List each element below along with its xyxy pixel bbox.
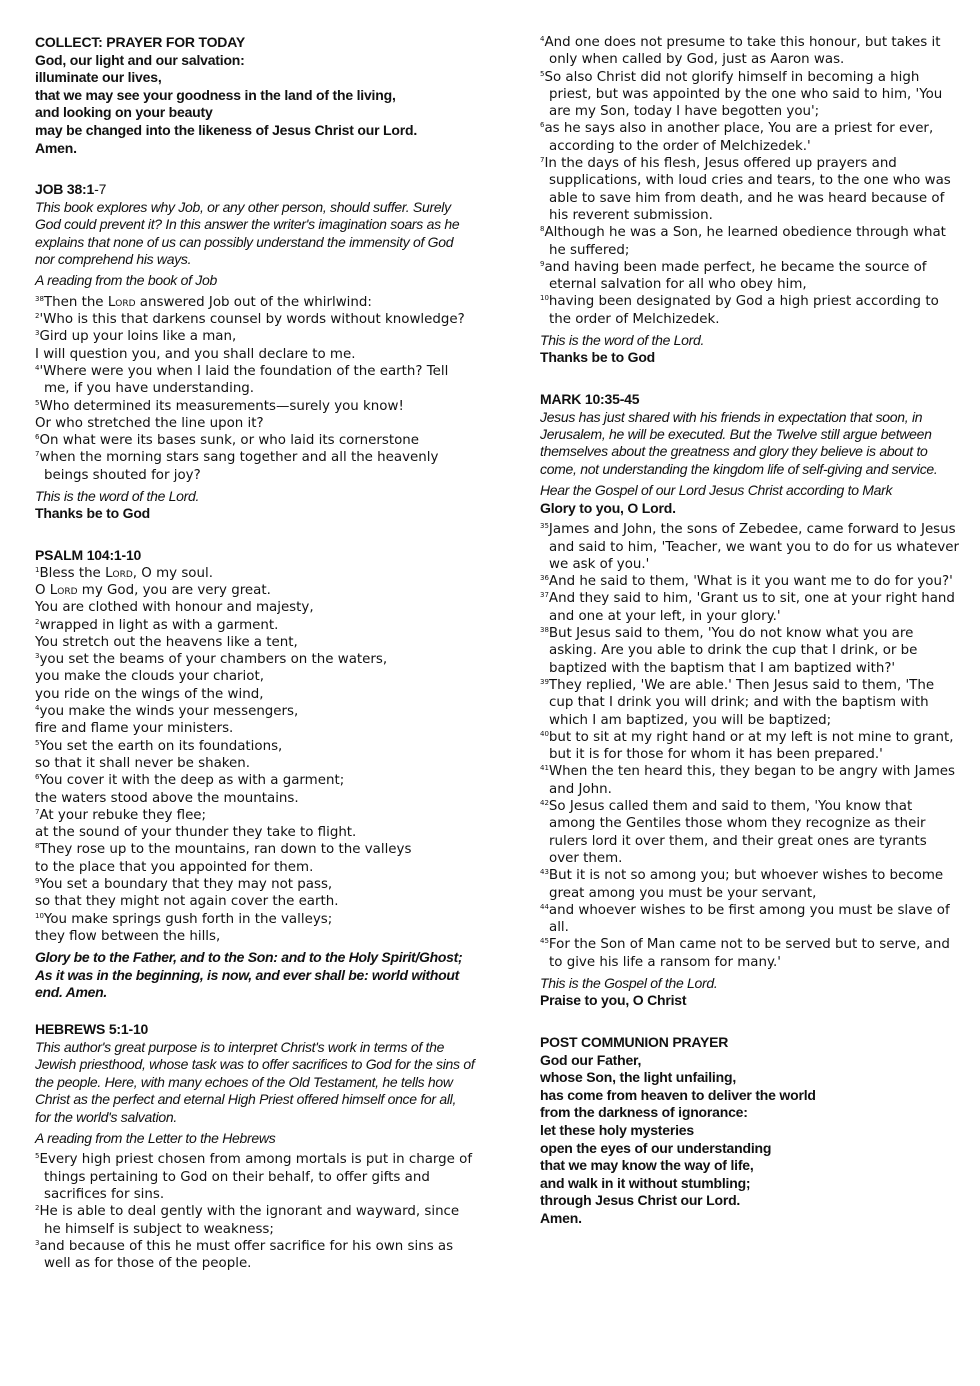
verse: at the sound of your thunder they take to flight. [35, 825, 357, 841]
verse-number: 3 [35, 1238, 40, 1247]
verse: $^{38}$Then the Lord answered Job out of the whirlwind: [35, 294, 372, 310]
verse-number: 3 [35, 652, 40, 661]
verse-number: 39 [540, 677, 549, 686]
verse-number: 9 [35, 876, 40, 885]
verse: $^5$So also Christ did not glorify himself in becoming a high priest, but was appointed by the one who said to him, 'You are my Son, today I have begotten you'; [540, 69, 943, 120]
verse: they flow between the hills, [35, 928, 221, 944]
verse-number: 44 [540, 902, 549, 911]
verse: $^{10}$having been designated by God a high priest according to the order of Melchizedek. [540, 294, 939, 327]
verse: You are clothed with honour and majesty, [35, 600, 314, 616]
verse-number: 5 [35, 738, 40, 747]
job-heading [35, 181, 475, 199]
verse-number: 5 [35, 398, 40, 407]
verse-number: 5 [35, 1152, 40, 1161]
psalm-section [35, 547, 475, 1001]
job-section [35, 181, 475, 523]
psalm-heading: PSALM 104:1-10 [35, 547, 142, 564]
verse-number: 5 [540, 69, 545, 78]
prayer-line: may be changed into the likeness of Jesus Christ our Lord. [35, 121, 418, 138]
verse: $^2$He is able to deal gently with the ignorant and wayward, since he himself is subject to weakness; [35, 1204, 460, 1237]
hebrews-verses [35, 1151, 475, 1272]
verse: $^8$They rose up to the mountains, ran down to the valleys [35, 842, 412, 858]
prayer-line: let these holy mysteries [540, 1121, 694, 1138]
verse: $^3$Gird up your loins like a man, [35, 329, 237, 345]
verse: $^{38}$But Jesus said to them, 'You do not know what you are asking. Are you able to drink the cup that I drink, or be baptized with the baptism that I am baptized with?' [540, 626, 918, 676]
verse: $^4$you make the winds your messengers, [35, 704, 299, 720]
verse-number: 38 [35, 294, 44, 303]
verse: $^5$Every high priest chosen from among mortals is put in charge of things pertaining to God on their behalf, to offer gifts and sacrifices for sins. [35, 1152, 473, 1203]
verse-number: 4 [540, 35, 545, 43]
verse: I will question you, and you shall declare to me. [35, 346, 356, 362]
verse-number: 38 [540, 626, 549, 635]
verse: $^6$as he says also in another place, You are a priest for ever, according to the order of Melchizedek.' [540, 121, 934, 154]
job-response: Thanks be to God [35, 505, 151, 522]
verse: $^5$Who determined its measurements—surely you know! [35, 398, 404, 414]
verse: $^{10}$You make springs gush forth in the valleys; [35, 911, 333, 927]
verse: O Lord my God, you are very great. [35, 582, 271, 598]
verse: $^{41}$When the ten heard this, they began to be angry with James and John. [540, 764, 955, 797]
verse: $^3$you set the beams of your chambers on the waters, [35, 652, 388, 668]
verse-number: 6 [35, 433, 40, 442]
verse-number: 7 [35, 450, 40, 459]
left-column [35, 34, 475, 1273]
verse: $^6$You cover it with the deep as with a garment; [35, 773, 345, 789]
verse: $^2$wrapped in light as with a garment. [35, 617, 279, 633]
verse: $^9$and having been made perfect, he became the source of eternal salvation for all who obey him, [540, 259, 927, 293]
verse-number: 6 [35, 773, 40, 782]
verse-number: 9 [540, 259, 545, 268]
mark-heading: MARK 10:35-45 [540, 391, 640, 408]
job-heading-ref: JOB 38:1 [35, 181, 95, 198]
post-communion-section [540, 1034, 960, 1228]
verse: $^1$Bless the Lord, O my soul. [35, 565, 213, 581]
prayer-line: God our Father, [540, 1051, 642, 1068]
verse: $^{39}$They replied, 'We are able.' Then Jesus said to them, 'The cup that I drink you will drink; and with the baptism with which I am baptized, you will be baptized; [540, 677, 935, 728]
verse-number: 43 [540, 868, 549, 877]
verse: $^{45}$For the Son of Man came not to be served but to serve, and to give his life a ransom for many.' [540, 937, 950, 970]
prayer-line: and walk in it without stumbling; [540, 1174, 751, 1191]
verse-number: 36 [540, 574, 549, 583]
verse: you ride on the wings of the wind, [35, 686, 264, 702]
prayer-line: open the eyes of our understanding [540, 1139, 772, 1156]
job-closing: This is the word of the Lord. [35, 488, 200, 505]
collect-prayer [35, 52, 475, 158]
verse: so that it shall never be shaken. [35, 755, 251, 771]
verse: $^{35}$James and John, the sons of Zebedee, came forward to Jesus and said to him, 'Teacher, we want you to do for us whatever we ask of you.' [540, 522, 960, 572]
prayer-line: has come from heaven to deliver the world [540, 1086, 816, 1103]
collect-heading: COLLECT: PRAYER FOR TODAY [35, 34, 245, 50]
job-intro: This book explores why Job, or any other person, should suffer. Surely God could prevent it? In this answer the writer's imagination soars as he explains that none of us can possibly understand the immensity of God nor comprehend his ways. [35, 198, 460, 267]
verse: so that they might not again cover the earth. [35, 894, 339, 910]
verse-number: 2 [35, 617, 40, 626]
hebrews-continued [540, 34, 960, 367]
verse-number: 2 [35, 1204, 40, 1213]
mark-verses [540, 521, 960, 971]
verse-number: 35 [540, 522, 549, 531]
verse: $^8$Although he was a Son, he learned obedience through what he suffered; [540, 225, 946, 258]
verse: $^{36}$And he said to them, 'What is it you want me to do for you?' [540, 574, 953, 590]
verse: Or who stretched the line upon it? [35, 415, 264, 431]
prayer-line: Amen. [540, 1209, 582, 1226]
verse: $^{40}$but to sit at my right hand or at my left is not mine to grant, but it is for those for whom it has been prepared.' [540, 729, 954, 763]
verse: $^4$And one does not presume to take this honour, but takes it only when called by God, just as Aaron was. [540, 35, 941, 68]
verse: to the place that you appointed for them. [35, 859, 314, 875]
verse-number: 8 [35, 842, 40, 851]
post-communion-heading: POST COMMUNION PRAYER [540, 1033, 729, 1050]
verse-number: 6 [540, 121, 545, 130]
verse: $^{37}$And they said to him, 'Grant us to sit, one at your right hand and one at your left, in your glory.' [540, 591, 955, 624]
job-announce: A reading from the book of Job [35, 272, 217, 289]
verse: $^7$At your rebuke they flee; [35, 807, 207, 823]
prayer-line: God, our light and our salvation: [35, 51, 245, 68]
verse-number: 45 [540, 937, 549, 946]
mark-announce: Hear the Gospel of our Lord Jesus Christ according to Mark [540, 482, 893, 499]
hebrews-announce: A reading from the Letter to the Hebrews [35, 1130, 276, 1147]
prayer-line: whose Son, the light unfailing, [540, 1069, 737, 1086]
verse-number: 4 [35, 704, 40, 713]
prayer-line: through Jesus Christ our Lord. [540, 1192, 741, 1209]
post-communion-prayer [540, 1052, 960, 1228]
prayer-line: Amen. [35, 139, 77, 156]
verse-number: 41 [540, 764, 549, 773]
verse: $^{42}$So Jesus called them and said to them, 'You know that among the Gentiles those whom they recognize as their rulers lord it over them, and their great ones are tyrants over them. [540, 799, 927, 866]
verse-number: 8 [540, 225, 545, 234]
mark-response: Praise to you, O Christ [540, 992, 687, 1009]
verse-number: 7 [540, 156, 545, 165]
verse: $^7$In the days of his flesh, Jesus offered up prayers and supplications, with loud cries and tears, to the one who was able to save him from death, and he was heard because of his reverent submission. [540, 156, 951, 223]
verse: $^3$and because of this he must offer sacrifice for his own sins as well as for those of the people. [35, 1238, 454, 1272]
mark-closing: This is the Gospel of the Lord. [540, 974, 718, 991]
mark-announce-response: Glory to you, O Lord. [540, 499, 676, 516]
prayer-line: that we may know the way of life, [540, 1157, 754, 1174]
psalm-verses [35, 565, 475, 946]
job-verses [35, 294, 475, 484]
prayer-line: and looking on your beauty [35, 104, 213, 121]
verse-number: 2 [35, 312, 40, 321]
psalm-gloria: Glory be to the Father, and to the Son: and to the Holy Spirit/Ghost; As it was in the beginning, is now, and ever shall be: world without end. Amen. [35, 949, 463, 1000]
prayer-line: from the darkness of ignorance: [540, 1104, 748, 1121]
collect-section [35, 34, 475, 157]
hebrews-response: Thanks be to God [540, 349, 656, 366]
verse-number: 1 [35, 565, 40, 574]
verse-number: 3 [35, 329, 40, 338]
verse-number: 4 [35, 363, 40, 372]
mark-section [540, 391, 960, 1010]
verse: $^9$You set a boundary that they may not pass, [35, 876, 333, 892]
hebrews-section [35, 1021, 475, 1272]
hebrews-closing: This is the word of the Lord. [540, 332, 705, 349]
verse: you make the clouds your chariot, [35, 669, 264, 685]
verse: $^2$'Who is this that darkens counsel by words without knowledge? [35, 312, 465, 328]
verse: $^7$when the morning stars sang together and all the heavenly beings shouted for joy? [35, 450, 439, 483]
verse-number: 37 [540, 591, 549, 600]
verse: $^6$On what were its bases sunk, or who laid its cornerstone [35, 433, 420, 449]
verse: You stretch out the heavens like a tent, [35, 634, 298, 650]
verse-number: 10 [540, 294, 549, 303]
verse-number: 7 [35, 807, 40, 816]
verse-number: 10 [35, 911, 44, 920]
verse: fire and flame your ministers. [35, 721, 234, 737]
prayer-line: illuminate our lives, [35, 69, 162, 86]
hebrews-heading: HEBREWS 5:1-10 [35, 1021, 149, 1038]
verse: $^4$'Where were you when I laid the foundation of the earth? Tell me, if you have understanding. [35, 363, 449, 397]
verse: $^{43}$But it is not so among you; but whoever wishes to become great among you must be your servant, [540, 868, 944, 901]
verse-number: 40 [540, 729, 549, 738]
right-column [540, 34, 960, 1228]
verse: $^5$You set the earth on its foundations, [35, 738, 283, 754]
job-heading-suffix: -7 [94, 181, 107, 198]
verse-number: 42 [540, 799, 549, 808]
hebrews-verses-continued [540, 34, 960, 328]
prayer-line: that we may see your goodness in the land of the living, [35, 86, 396, 103]
verse: $^{44}$and whoever wishes to be first among you must be slave of all. [540, 902, 950, 936]
mark-intro: Jesus has just shared with his friends in expectation that soon, in Jerusalem, he will be executed. But the Twelve still argue between themselves about the greatness and glory they believe is about to come, not understanding the kingdom life of self-giving and service. [540, 408, 938, 477]
verse: the waters stood above the mountains. [35, 790, 299, 806]
hebrews-intro: This author's great purpose is to interpret Christ's work in terms of the Jewish priesthood, whose task was to offer sacrifices to God for the sins of the people. Here, with many echoes of the Old Testament, he tells how Christ as the perfect and eternal High Priest offered himself once for all, for the world's salvation. [35, 1038, 475, 1125]
